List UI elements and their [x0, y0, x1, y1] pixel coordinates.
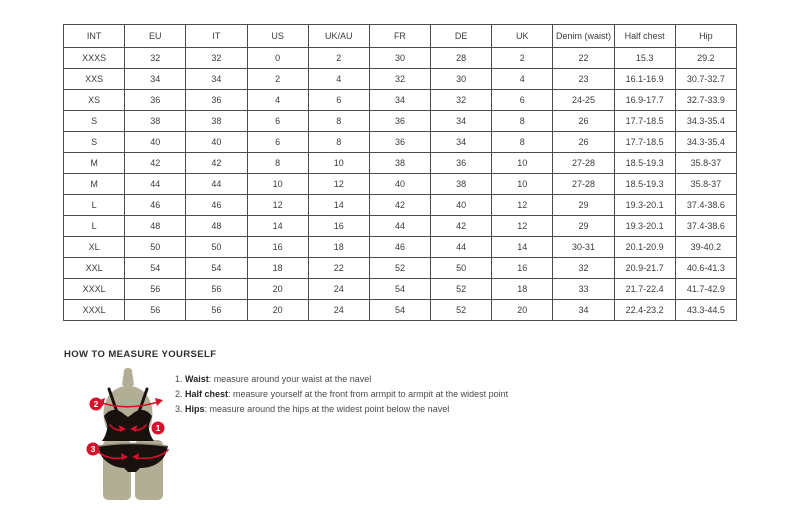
table-row: [64, 174, 737, 195]
table-cell: 20: [247, 300, 308, 321]
table-row: [64, 132, 737, 153]
table-cell: 16: [492, 258, 553, 279]
table-cell: 26: [553, 111, 614, 132]
size-conversion-table: [63, 24, 737, 321]
table-cell: 30: [369, 48, 430, 69]
measure-guide-title: HOW TO MEASURE YOURSELF: [64, 349, 217, 360]
table-cell: 12: [492, 216, 553, 237]
table-cell: 34: [369, 90, 430, 111]
table-cell: 2: [308, 48, 369, 69]
table-cell: 30-31: [553, 237, 614, 258]
table-cell: 56: [186, 279, 247, 300]
table-cell: 19.3-20.1: [614, 195, 675, 216]
table-cell: 36: [369, 111, 430, 132]
step-text: : measure yourself at the front from armpit to armpit at the widest point: [228, 389, 509, 399]
table-cell: 24: [308, 279, 369, 300]
table-cell: 10: [492, 174, 553, 195]
table-cell: 46: [186, 195, 247, 216]
table-cell: 54: [186, 258, 247, 279]
column-header: Denim (waist): [553, 25, 614, 48]
table-cell: 20: [247, 279, 308, 300]
table-cell: 29: [553, 195, 614, 216]
table-cell: 19.3-20.1: [614, 216, 675, 237]
size-label-cell: XS: [64, 90, 125, 111]
size-table-header-row: [64, 25, 737, 48]
badge-3-label: 3: [90, 444, 96, 454]
table-cell: 16: [308, 216, 369, 237]
step-term: Waist: [185, 374, 209, 384]
table-row: [64, 153, 737, 174]
column-header: EU: [125, 25, 186, 48]
step-number: 1.: [175, 374, 183, 384]
table-cell: 29: [553, 216, 614, 237]
column-header: Hip: [675, 25, 736, 48]
step-number: 3.: [175, 404, 183, 414]
table-cell: 41.7-42.9: [675, 279, 736, 300]
table-cell: 54: [125, 258, 186, 279]
table-cell: 32: [369, 69, 430, 90]
table-cell: 36: [186, 90, 247, 111]
step-text: : measure around your waist at the navel: [208, 374, 372, 384]
table-cell: 10: [247, 174, 308, 195]
table-cell: 36: [369, 132, 430, 153]
table-cell: 17.7-18.5: [614, 111, 675, 132]
table-cell: 34.3-35.4: [675, 132, 736, 153]
table-cell: 6: [247, 132, 308, 153]
table-cell: 14: [492, 237, 553, 258]
size-label-cell: L: [64, 216, 125, 237]
table-cell: 44: [369, 216, 430, 237]
table-cell: 36: [125, 90, 186, 111]
table-cell: 34: [553, 300, 614, 321]
table-cell: 4: [308, 69, 369, 90]
table-row: [64, 237, 737, 258]
mannequin-illustration-icon: [84, 368, 190, 503]
table-cell: 38: [125, 111, 186, 132]
table-cell: 12: [492, 195, 553, 216]
table-cell: 15.3: [614, 48, 675, 69]
table-cell: 32.7-33.9: [675, 90, 736, 111]
table-cell: 30.7-32.7: [675, 69, 736, 90]
table-cell: 37.4-38.6: [675, 216, 736, 237]
table-cell: 54: [369, 300, 430, 321]
size-label-cell: M: [64, 174, 125, 195]
table-cell: 28: [431, 48, 492, 69]
table-row: [64, 279, 737, 300]
table-cell: 27-28: [553, 174, 614, 195]
table-cell: 34: [431, 111, 492, 132]
table-cell: 18: [492, 279, 553, 300]
table-cell: 21.7-22.4: [614, 279, 675, 300]
table-cell: 6: [492, 90, 553, 111]
table-cell: 10: [492, 153, 553, 174]
size-label-cell: XL: [64, 237, 125, 258]
table-cell: 32: [431, 90, 492, 111]
column-header: INT: [64, 25, 125, 48]
table-row: [64, 48, 737, 69]
table-row: [64, 195, 737, 216]
table-cell: 12: [247, 195, 308, 216]
table-row: [64, 90, 737, 111]
table-cell: 8: [308, 132, 369, 153]
table-cell: 54: [369, 279, 430, 300]
table-cell: 50: [431, 258, 492, 279]
table-cell: 38: [369, 153, 430, 174]
table-cell: 34: [431, 132, 492, 153]
table-cell: 12: [308, 174, 369, 195]
table-cell: 14: [308, 195, 369, 216]
table-cell: 52: [431, 279, 492, 300]
table-row: [64, 258, 737, 279]
table-cell: 39-40.2: [675, 237, 736, 258]
table-cell: 52: [431, 300, 492, 321]
column-header: DE: [431, 25, 492, 48]
table-cell: 42: [186, 153, 247, 174]
size-label-cell: XXS: [64, 69, 125, 90]
table-cell: 8: [492, 111, 553, 132]
table-cell: 44: [125, 174, 186, 195]
table-cell: 4: [247, 90, 308, 111]
table-cell: 50: [125, 237, 186, 258]
table-cell: 16.1-16.9: [614, 69, 675, 90]
table-cell: 22: [553, 48, 614, 69]
table-cell: 2: [492, 48, 553, 69]
size-label-cell: XXXL: [64, 300, 125, 321]
table-cell: 10: [308, 153, 369, 174]
size-label-cell: XXXL: [64, 279, 125, 300]
measure-step: [175, 372, 595, 387]
table-cell: 6: [247, 111, 308, 132]
table-cell: 22.4-23.2: [614, 300, 675, 321]
table-cell: 44: [431, 237, 492, 258]
table-cell: 8: [247, 153, 308, 174]
table-cell: 34: [125, 69, 186, 90]
table-cell: 18.5-19.3: [614, 174, 675, 195]
table-cell: 27-28: [553, 153, 614, 174]
table-cell: 18.5-19.3: [614, 153, 675, 174]
table-cell: 32: [553, 258, 614, 279]
table-cell: 23: [553, 69, 614, 90]
table-cell: 42: [369, 195, 430, 216]
table-cell: 40: [125, 132, 186, 153]
table-row: [64, 69, 737, 90]
table-cell: 56: [125, 300, 186, 321]
table-cell: 32: [186, 48, 247, 69]
badge-2-label: 2: [93, 399, 99, 409]
table-cell: 40: [369, 174, 430, 195]
table-cell: 35.8-37: [675, 153, 736, 174]
table-row: [64, 300, 737, 321]
size-label-cell: M: [64, 153, 125, 174]
table-cell: 26: [553, 132, 614, 153]
column-header: IT: [186, 25, 247, 48]
table-cell: 32: [125, 48, 186, 69]
table-cell: 34: [186, 69, 247, 90]
table-cell: 18: [247, 258, 308, 279]
table-cell: 35.8-37: [675, 174, 736, 195]
table-cell: 40: [186, 132, 247, 153]
column-header: UK/AU: [308, 25, 369, 48]
table-cell: 14: [247, 216, 308, 237]
badge-1-label: 1: [155, 423, 161, 433]
size-label-cell: L: [64, 195, 125, 216]
table-cell: 22: [308, 258, 369, 279]
table-cell: 29.2: [675, 48, 736, 69]
table-cell: 48: [125, 216, 186, 237]
table-row: [64, 216, 737, 237]
table-cell: 24: [308, 300, 369, 321]
size-label-cell: XXXS: [64, 48, 125, 69]
table-cell: 36: [431, 153, 492, 174]
column-header: FR: [369, 25, 430, 48]
table-cell: 46: [125, 195, 186, 216]
size-label-cell: S: [64, 132, 125, 153]
column-header: UK: [492, 25, 553, 48]
table-cell: 38: [186, 111, 247, 132]
measure-step: [175, 387, 595, 402]
table-cell: 8: [492, 132, 553, 153]
table-cell: 20: [492, 300, 553, 321]
table-cell: 37.4-38.6: [675, 195, 736, 216]
measure-figure: [84, 368, 190, 503]
table-cell: 16.9-17.7: [614, 90, 675, 111]
table-cell: 24-25: [553, 90, 614, 111]
table-cell: 34.3-35.4: [675, 111, 736, 132]
table-cell: 48: [186, 216, 247, 237]
step-term: Half chest: [185, 389, 229, 399]
table-cell: 50: [186, 237, 247, 258]
table-cell: 44: [186, 174, 247, 195]
table-cell: 40.6-41.3: [675, 258, 736, 279]
table-cell: 52: [369, 258, 430, 279]
table-cell: 6: [308, 90, 369, 111]
table-cell: 38: [431, 174, 492, 195]
table-cell: 8: [308, 111, 369, 132]
size-label-cell: S: [64, 111, 125, 132]
table-cell: 4: [492, 69, 553, 90]
table-cell: 42: [125, 153, 186, 174]
table-cell: 2: [247, 69, 308, 90]
table-cell: 30: [431, 69, 492, 90]
size-label-cell: XXL: [64, 258, 125, 279]
table-cell: 16: [247, 237, 308, 258]
table-row: [64, 111, 737, 132]
column-header: US: [247, 25, 308, 48]
table-cell: 20.9-21.7: [614, 258, 675, 279]
table-cell: 42: [431, 216, 492, 237]
size-chart: [63, 24, 737, 321]
table-cell: 56: [125, 279, 186, 300]
step-number: 2.: [175, 389, 183, 399]
table-cell: 18: [308, 237, 369, 258]
measure-steps-list: [175, 372, 595, 417]
column-header: Half chest: [614, 25, 675, 48]
table-cell: 33: [553, 279, 614, 300]
table-cell: 56: [186, 300, 247, 321]
table-cell: 17.7-18.5: [614, 132, 675, 153]
measure-step: [175, 402, 595, 417]
table-cell: 0: [247, 48, 308, 69]
step-term: Hips: [185, 404, 205, 414]
table-cell: 20.1-20.9: [614, 237, 675, 258]
step-text: : measure around the hips at the widest point below the navel: [204, 404, 450, 414]
table-cell: 43.3-44.5: [675, 300, 736, 321]
table-cell: 46: [369, 237, 430, 258]
table-cell: 40: [431, 195, 492, 216]
